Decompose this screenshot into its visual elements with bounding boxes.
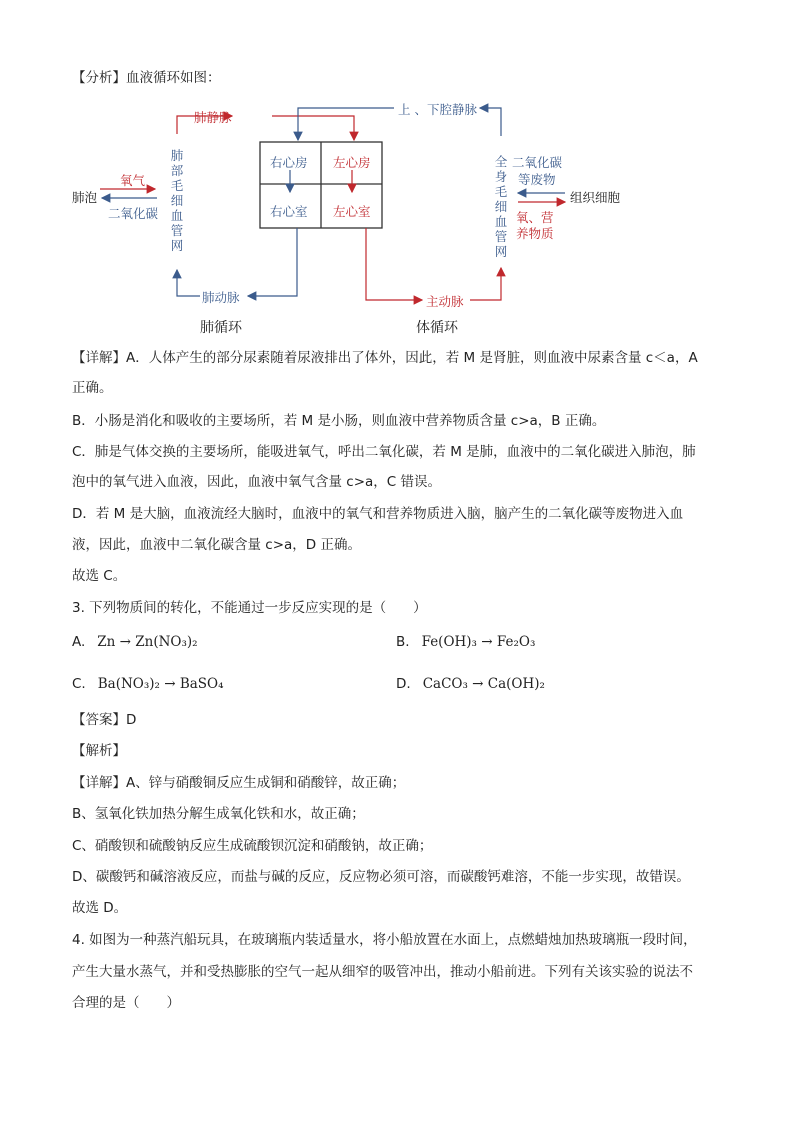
detail-d-line-1: D．若 M 是大脑，血液流经大脑时，血液中的氧气和营养物质进入脑，脑产生的二氧化碳等废物进入血	[72, 506, 684, 522]
q3-option-b	[396, 634, 535, 650]
q3-answer: 【答案】D	[72, 712, 137, 728]
detail-a-line-2: 正确。	[72, 380, 113, 396]
left-ventricle-label: 左心室	[333, 204, 371, 219]
option-text: Fe(OH)₃ → Fe₂O₃	[421, 634, 536, 650]
oxygen-nutrients-label-1: 氧、营	[516, 210, 554, 225]
analysis-heading: 【分析】血液循环如图：	[72, 70, 221, 86]
alveoli-label: 肺泡	[72, 190, 98, 205]
co2-out-label: 二氧化碳	[108, 206, 159, 221]
pulmonary-vein-label: 肺静脉	[194, 110, 232, 125]
option-text: Ba(NO₃)₂ → BaSO₄	[97, 676, 224, 692]
body-capillary-label: 全身毛细血管网	[494, 154, 508, 259]
detail-c-line-1: C．肺是气体交换的主要场所，能吸进氧气，呼出二氧化碳，若 M 是肺，血液中的二氧化碳进入肺泡，肺	[72, 444, 696, 460]
option-letter: A.	[72, 634, 86, 650]
q3-option-c	[72, 676, 224, 692]
pulmonary-artery-label: 肺动脉	[202, 290, 240, 305]
co2-waste-label-2: 等废物	[518, 172, 556, 187]
aorta-label: 主动脉	[426, 294, 464, 309]
option-text: CaCO₃ → Ca(OH)₂	[422, 676, 545, 692]
pulmonary-circulation-caption: 肺循环	[200, 320, 242, 336]
blood-circulation-diagram	[60, 92, 630, 342]
option-letter: C.	[72, 676, 86, 692]
q3-option-d	[396, 676, 545, 692]
left-atrium-label: 左心房	[333, 155, 371, 170]
option-letter: D.	[396, 676, 411, 692]
q3-explanation-2: B、氢氧化铁加热分解生成氧化铁和水，故正确；	[72, 806, 365, 822]
option-text: Zn → Zn(NO₃)₂	[97, 634, 198, 650]
oxygen-nutrients-label-2: 养物质	[516, 226, 554, 241]
oxygen-in-label: 氧气	[120, 173, 146, 188]
right-ventricle-label: 右心室	[270, 204, 308, 219]
vena-cava-label: 上 、下腔静脉	[398, 102, 477, 117]
q4-stem-line-3: 合理的是（ ）	[72, 995, 180, 1011]
q3-option-a	[72, 634, 198, 650]
detail-c-line-2: 泡中的氧气进入血液，因此，血液中氧气含量 c>a，C 错误。	[72, 474, 442, 490]
detail-b: B．小肠是消化和吸收的主要场所，若 M 是小肠，则血液中营养物质含量 c>a，B 正确。	[72, 413, 606, 429]
q3-stem: 3. 下列物质间的转化，不能通过一步反应实现的是（ ）	[72, 600, 427, 616]
detail-a-line-1: 【详解】A．人体产生的部分尿素随着尿液排出了体外，因此，若 M 是肾脏，则血液中尿素含量 c＜a，A	[72, 350, 698, 366]
q4-stem-line-1: 4. 如图为一种蒸汽船玩具，在玻璃瓶内装适量水，将小船放置在水面上，点燃蜡烛加热玻璃瓶一段时间，	[72, 932, 697, 948]
systemic-circulation-caption: 体循环	[416, 320, 458, 336]
q3-analysis: 【解析】	[72, 743, 126, 759]
q4-stem-line-2: 产生大量水蒸气，并和受热膨胀的空气一起从细窄的吸管冲出，推动小船前进。下列有关该实验的说法不	[72, 964, 693, 980]
right-atrium-label: 右心房	[270, 155, 308, 170]
q3-explanation-3: C、硝酸钡和硫酸钠反应生成硫酸钡沉淀和硝酸钠，故正确；	[72, 838, 433, 854]
tissue-cells-label: 组织细胞	[570, 190, 621, 205]
lung-capillary-label: 肺部毛细血管网	[170, 148, 184, 253]
co2-waste-label-1: 二氧化碳	[512, 155, 563, 170]
detail-choice: 故选 C。	[72, 568, 127, 584]
option-letter: B.	[396, 634, 410, 650]
q3-explanation-5: 故选 D。	[72, 900, 128, 916]
detail-d-line-2: 液，因此，血液中二氧化碳含量 c>a，D 正确。	[72, 537, 361, 553]
q3-explanation-4: D、碳酸钙和碱溶液反应，而盐与碱的反应，反应物必须可溶，而碳酸钙难溶，不能一步实现，故错误。	[72, 869, 690, 885]
q3-explanation-1: 【详解】A、锌与硝酸铜反应生成铜和硝酸锌，故正确；	[72, 775, 406, 791]
